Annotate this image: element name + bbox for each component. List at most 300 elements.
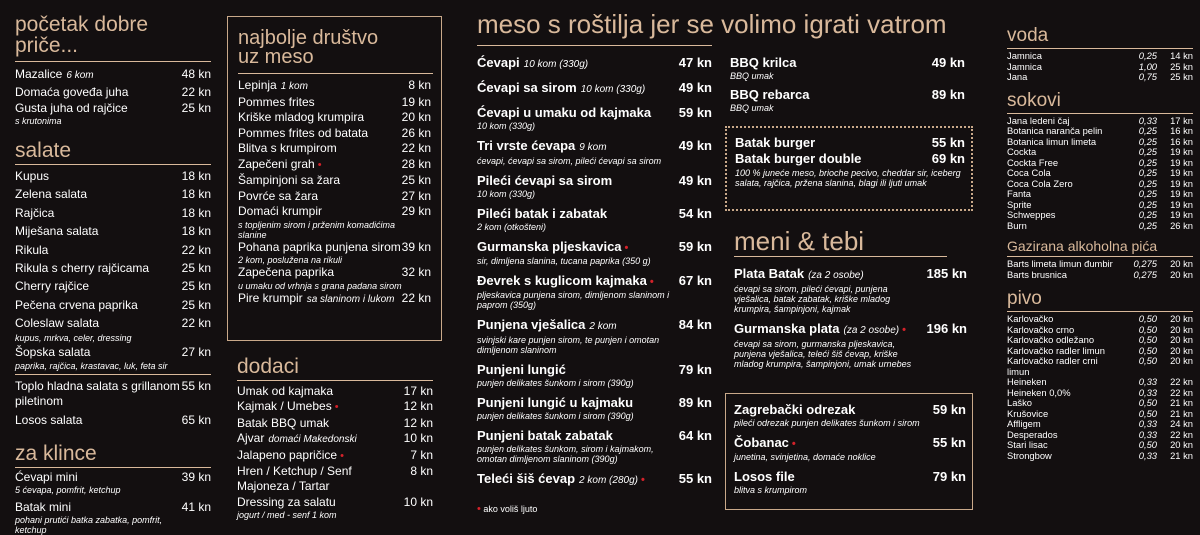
item-name: Pileći batak i zabatak <box>477 206 608 221</box>
drink-price: 19 kn <box>1170 156 1193 168</box>
divider <box>734 256 947 257</box>
item-description: 10 kom (330g) <box>477 121 536 131</box>
drink-name: Strongbow <box>1007 449 1052 461</box>
item-name: Plata Batak <box>734 266 805 281</box>
menu-item-name <box>238 95 402 111</box>
menu-item-name <box>477 317 679 355</box>
item-name: Pohana paprika punjena sirom <box>238 239 401 254</box>
drink-price: 20 kn <box>1170 344 1193 356</box>
menu-item-name <box>734 266 927 314</box>
section-title-gazirana: Gazirana alkoholna pića <box>1007 238 1158 254</box>
burger-description: 100 % juneće meso, brioche pecivo, cheddar sir, iceberg salata, rajčica, pržena slanina, blagi ili ljuti umak <box>735 168 961 188</box>
item-price: 22 kn <box>181 316 211 331</box>
menu-item <box>477 428 712 464</box>
item-price: 8 kn <box>408 78 431 92</box>
item-description: punjen delikates šunkom i sirom (390g) <box>477 378 634 388</box>
item-price: 25 kn <box>181 297 211 312</box>
drink-row <box>1007 259 1193 270</box>
item-price: 22 kn <box>181 242 211 257</box>
drink-name: Cockta Free <box>1007 156 1059 168</box>
drink-volume: 0,50 <box>1138 334 1157 345</box>
drink-volume: 1,00 <box>1138 60 1157 72</box>
item-name: Kriške mladog krumpira <box>238 110 365 124</box>
drink-volume: 0,33 <box>1138 386 1157 398</box>
item-name: Ćevapi mini <box>15 470 78 485</box>
item-price: 49 kn <box>678 138 712 153</box>
menu-item <box>477 138 712 166</box>
item-name: Gusta juha od rajčice <box>15 101 128 115</box>
drink-row <box>1007 62 1193 73</box>
drink-name: Affligem <box>1007 418 1041 429</box>
menu-item-name <box>730 87 932 113</box>
item-description: punjen delikates šunkom i sirom (390g) <box>477 411 634 421</box>
menu-item <box>237 479 433 494</box>
item-name: Ćevapi sa sirom <box>477 80 577 95</box>
menu-item-name <box>238 265 402 291</box>
item-name: Punjeni lungić <box>477 362 566 377</box>
item-name: Gurmanska plata <box>734 321 840 336</box>
item-price: 64 kn <box>678 428 712 443</box>
drink-name: Jamnica <box>1007 50 1042 61</box>
section-title-drustvo: najbolje društvo uz meso <box>238 27 379 68</box>
drink-row <box>1007 126 1193 137</box>
drink-name: Schweppes <box>1007 209 1056 220</box>
item-description: junetina, svinjetina, domaće noklice <box>734 452 876 462</box>
menu-item-name <box>238 110 402 126</box>
item-price: 32 kn <box>401 265 431 279</box>
menu-item-name <box>15 296 182 314</box>
item-description: 5 ćevapa, pomfrit, ketchup <box>15 485 121 496</box>
beer-list <box>1007 314 1193 461</box>
drink-price: 22 kn <box>1170 386 1193 398</box>
drink-price: 20 kn <box>1170 313 1193 324</box>
spicy-dot-icon: • <box>334 401 339 414</box>
menu-item-name <box>237 384 404 399</box>
drink-volume: 0,33 <box>1138 449 1157 461</box>
item-description: jogurt / med - senf 1 kom <box>237 510 337 521</box>
drink-row <box>1007 168 1193 179</box>
platters-list <box>734 266 967 369</box>
menu-item-name <box>477 471 679 489</box>
drink-price: 16 kn <box>1170 135 1193 147</box>
addons-list <box>237 384 433 520</box>
menu-item <box>734 435 966 462</box>
drink-volume: 0,25 <box>1138 177 1157 189</box>
drink-name: Karlovačko crno <box>1007 323 1075 335</box>
menu-item-name <box>237 495 404 520</box>
menu-item <box>15 222 211 240</box>
menu-item <box>238 204 431 240</box>
item-price: 39 kn <box>181 470 211 485</box>
menu-item <box>238 95 431 111</box>
item-name: Domaći krumpir <box>238 204 323 218</box>
menu-item-name <box>237 431 404 447</box>
drink-row <box>1007 451 1193 462</box>
menu-item-name <box>477 395 679 421</box>
sides-list <box>228 78 441 307</box>
menu-item <box>237 448 433 464</box>
item-price: 28 kn <box>401 156 431 171</box>
item-price: 25 kn <box>401 173 431 187</box>
item-description: ćevapi, ćevapi sa sirom, pileći ćevapi sa sirom <box>477 156 662 166</box>
item-name: Teleći šiš ćevap <box>477 471 576 486</box>
menu-item-name <box>477 55 679 73</box>
drink-row <box>1007 377 1193 388</box>
menu-item <box>735 151 965 167</box>
divider <box>1007 48 1193 49</box>
menu-item-name <box>15 100 182 126</box>
kids-list <box>15 470 211 535</box>
menu-item-name <box>15 185 182 203</box>
item-name: Povrće sa žara <box>238 188 319 203</box>
drink-volume: 0,25 <box>1138 188 1157 199</box>
item-price: 18 kn <box>181 187 211 202</box>
menu-item <box>15 204 211 222</box>
item-price: 55 kn <box>181 379 211 394</box>
item-name: Mazalice <box>15 67 63 81</box>
section-title-klinci: za klince <box>15 442 97 466</box>
drink-price: 25 kn <box>1170 71 1193 82</box>
menu-item <box>477 173 712 199</box>
drink-name: Coca Cola <box>1007 167 1051 178</box>
item-note: 2 kom <box>589 321 617 332</box>
menu-item-name <box>15 500 182 535</box>
spicy-dot-icon: • <box>649 276 654 288</box>
item-name: Losos salata <box>15 413 83 428</box>
bbq-list <box>730 55 965 113</box>
item-description: BBQ umak <box>730 103 774 113</box>
menu-item-name <box>238 204 402 240</box>
menu-item <box>477 206 712 232</box>
section-title-pocetak: početak dobre priče... <box>15 13 149 57</box>
item-price: 26 kn <box>401 125 431 140</box>
item-price: 25 kn <box>181 101 211 115</box>
item-price: 22 kn <box>401 290 431 305</box>
spicy-dot-icon: • <box>640 474 645 486</box>
item-price: 89 kn <box>678 395 712 410</box>
drink-row <box>1007 356 1193 377</box>
spicy-dot-icon: • <box>477 503 481 515</box>
spicy-dot-icon: • <box>791 438 796 450</box>
item-name: Kajmak / Umebes <box>237 399 332 414</box>
item-name: Punjeni batak zabatak <box>477 428 613 443</box>
menu-item <box>15 413 211 428</box>
item-name: Rikula <box>15 242 49 257</box>
menu-item-name <box>477 138 679 166</box>
divider <box>15 374 211 375</box>
salads-extra-list <box>15 379 211 428</box>
menu-item <box>734 266 967 314</box>
section-title-meni: meni & tebi <box>734 226 865 256</box>
menu-item-name <box>477 428 679 464</box>
item-description: punjen delikates šunkom, sirom i kajmakom, omotan dimljenom slaninom (390g) <box>477 444 654 464</box>
drink-volume: 0,25 <box>1138 209 1157 220</box>
item-price: 17 kn <box>403 384 433 398</box>
menu-item <box>15 500 211 535</box>
menu-item-name <box>15 314 182 342</box>
drink-name: Barts brusnica <box>1007 268 1067 280</box>
drink-volume: 0,25 <box>1138 50 1157 61</box>
menu-item <box>477 362 712 388</box>
menu-item-name <box>15 66 182 84</box>
menu-item <box>238 110 431 126</box>
drink-price: 16 kn <box>1170 125 1193 136</box>
item-price: 185 kn <box>926 266 967 281</box>
starters-list <box>15 66 211 126</box>
item-price: 196 kn <box>926 321 967 336</box>
drink-volume: 0,275 <box>1133 268 1157 280</box>
column-starters <box>15 0 211 535</box>
divider <box>15 467 211 468</box>
divider <box>15 61 211 62</box>
item-name: Pire krumpir <box>238 290 303 305</box>
menu-item <box>477 471 712 489</box>
menu-item <box>734 321 967 369</box>
item-description: svinjski kare punjen sirom, te punjen i omotan dimljenom slaninom <box>477 335 660 355</box>
odrezak-box <box>725 393 973 510</box>
item-price: 20 kn <box>401 110 431 124</box>
drink-volume: 0,75 <box>1138 71 1157 82</box>
item-description: s topljenim sirom i prženim komadićima slanine <box>238 219 396 240</box>
menu-item <box>477 239 712 266</box>
drink-volume: 0,50 <box>1138 313 1157 324</box>
drink-name: Fanta <box>1007 188 1031 199</box>
item-price: 84 kn <box>678 317 712 332</box>
item-description: u umaku od vrhnja s grana padana sirom <box>238 280 402 291</box>
drink-price: 22 kn <box>1170 376 1193 387</box>
item-name: Punjeni lungić u kajmaku <box>477 395 634 410</box>
section-title-sokovi: sokovi <box>1007 89 1061 111</box>
drink-price: 17 kn <box>1170 114 1193 126</box>
drink-row <box>1007 179 1193 190</box>
menu-item <box>238 126 431 142</box>
menu-item <box>477 395 712 421</box>
drink-volume: 0,33 <box>1138 418 1157 429</box>
drink-name: Jana ledeni čaj <box>1007 114 1070 126</box>
drink-price: 21 kn <box>1170 397 1193 408</box>
drink-name: Karlovačko <box>1007 313 1054 324</box>
divider <box>237 380 433 381</box>
drink-price: 20 kn <box>1170 258 1193 269</box>
drink-name: Karlovačko radler limun <box>1007 344 1105 356</box>
drink-name: Barts limeta limun đumbir <box>1007 258 1113 269</box>
item-description: 10 kom (330g) <box>477 189 536 199</box>
item-price: 22 kn <box>401 141 431 155</box>
column-addons <box>237 356 433 520</box>
item-price: 41 kn <box>181 500 211 515</box>
item-name: Blitva s krumpirom <box>238 141 337 155</box>
menu-item <box>238 240 431 266</box>
item-note: domaći Makedonski <box>268 434 357 446</box>
section-title-pivo: pivo <box>1007 288 1042 309</box>
drink-volume: 0,33 <box>1138 428 1157 440</box>
menu-item <box>730 55 965 81</box>
menu-item <box>734 402 966 428</box>
menu-item <box>237 384 433 399</box>
menu-item <box>237 431 433 447</box>
menu-item-name <box>477 362 679 388</box>
item-note: 10 kom (330g) <box>523 59 589 70</box>
drink-name: Sprite <box>1007 198 1032 210</box>
drink-name: Botanica limun limeta <box>1007 135 1097 147</box>
item-description: 2 kom (otkošteni) <box>477 222 547 232</box>
menu-item-name <box>477 206 679 232</box>
item-description: kupus, mrkva, celer, dressing <box>15 332 132 343</box>
section-title-salate: salate <box>15 139 72 162</box>
item-price: 55 kn <box>931 135 965 150</box>
menu-item <box>238 189 431 205</box>
item-name: Coleslaw salata <box>15 316 100 331</box>
item-note: sa slaninom i lukom <box>306 293 395 305</box>
menu-item-name <box>15 277 182 295</box>
menu-item-name <box>477 239 679 266</box>
item-description: BBQ umak <box>730 71 774 81</box>
water-list <box>1007 51 1193 83</box>
menu-item-name <box>238 141 402 157</box>
item-description: ćevapi sa sirom, gurmanska pljeskavica, punjena vješalica, teleći šiš ćevap, kriške mladog krumpira, šampinjoni, umak urnebes <box>734 339 912 369</box>
column-drinks <box>1007 26 1193 461</box>
drink-name: Jana <box>1007 71 1028 82</box>
item-name: Zapečeni grah <box>238 156 315 171</box>
item-price: 67 kn <box>678 273 712 288</box>
menu-item <box>237 416 433 431</box>
drink-price: 21 kn <box>1170 407 1193 419</box>
menu-item <box>237 399 433 415</box>
item-note: (za 2 osobe) <box>808 270 864 281</box>
item-description: sir, dimljena slanina, tucana paprika (350 g) <box>477 256 651 266</box>
menu-item-name <box>735 135 932 151</box>
item-name: Hren / Ketchup / Senf <box>237 464 352 479</box>
item-name: Tri vrste ćevapa <box>477 138 576 153</box>
menu-item-name <box>730 55 932 81</box>
menu-item-name <box>477 173 679 199</box>
item-price: 8 kn <box>410 464 433 479</box>
item-note: 9 kom <box>579 142 607 153</box>
item-name: Batak mini <box>15 500 72 515</box>
item-price: 18 kn <box>181 224 211 239</box>
item-name: Ćevapi <box>477 55 520 70</box>
menu-item-name <box>477 80 679 98</box>
menu-item <box>15 379 211 409</box>
item-price: 47 kn <box>678 55 712 70</box>
drink-row <box>1007 314 1193 325</box>
divider <box>15 164 211 165</box>
drink-volume: 0,25 <box>1138 135 1157 147</box>
menu-item-name <box>237 448 410 464</box>
item-name: Rajčica <box>15 205 55 220</box>
drink-name: Karlovačko radler crni limun <box>1007 355 1098 377</box>
item-description: s krutonima <box>15 116 62 126</box>
item-price: 59 kn <box>678 105 712 120</box>
menu-item <box>15 470 211 495</box>
drink-name: Jamnica <box>1007 60 1042 72</box>
burger-box <box>725 126 973 211</box>
item-name: Šampinjoni sa žara <box>238 173 341 187</box>
item-note: 6 kom <box>66 70 94 81</box>
menu-item <box>477 317 712 355</box>
drink-volume: 0,33 <box>1138 114 1157 126</box>
item-price: 48 kn <box>181 67 211 81</box>
drink-volume: 0,25 <box>1138 167 1157 178</box>
menu-item-name <box>238 173 402 189</box>
drink-price: 24 kn <box>1170 418 1193 429</box>
drink-row <box>1007 270 1193 281</box>
item-price: 25 kn <box>181 261 211 276</box>
drink-name: Krušovice <box>1007 407 1049 419</box>
menu-item <box>730 87 965 113</box>
menu-item-name <box>238 291 402 308</box>
drink-row <box>1007 335 1193 346</box>
menu-item <box>15 296 211 314</box>
item-name: Miješana salata <box>15 224 99 239</box>
menu-item <box>15 100 211 126</box>
menu-item-name <box>15 413 182 428</box>
item-price: 59 kn <box>678 239 712 254</box>
item-price: 29 kn <box>401 204 431 218</box>
drink-name: Heineken 0,0% <box>1007 386 1071 398</box>
menu-item <box>238 141 431 157</box>
drink-volume: 0,25 <box>1138 146 1157 157</box>
drink-row <box>1007 388 1193 399</box>
menu-item-name <box>237 416 404 431</box>
item-price: 55 kn <box>678 471 712 486</box>
drink-price: 20 kn <box>1170 268 1193 280</box>
salads-list <box>15 167 211 371</box>
menu-item-name <box>15 470 182 495</box>
odrezak-list <box>734 402 966 495</box>
item-price: 49 kn <box>678 173 712 188</box>
drink-name: Botanica naranča pelin <box>1007 125 1103 136</box>
juices-list <box>1007 116 1193 232</box>
menu-item <box>15 167 211 185</box>
item-description: pohani prutići batka zabatka, pomfrit, ketchup <box>15 515 163 535</box>
divider <box>1007 113 1193 114</box>
drink-price: 25 kn <box>1170 60 1193 72</box>
menu-item <box>15 277 211 295</box>
drink-volume: 0,50 <box>1138 439 1157 450</box>
menu-item-name <box>238 126 402 142</box>
item-name: BBQ rebarca <box>730 87 810 102</box>
menu-item-name <box>237 399 404 415</box>
item-price: 27 kn <box>401 188 431 203</box>
drink-name: Stari lisac <box>1007 439 1048 450</box>
menu-item <box>238 157 431 174</box>
item-note: 1 kom <box>280 81 308 92</box>
item-name: Ćevapi u umaku od kajmaka <box>477 105 652 120</box>
spicy-dot-icon: • <box>624 242 629 254</box>
item-name: Domaća goveđa juha <box>15 85 129 99</box>
item-name: Zagrebački odrezak <box>734 402 856 417</box>
drink-price: 19 kn <box>1170 167 1193 178</box>
item-price: 89 kn <box>931 87 965 102</box>
alcopop-list <box>1007 259 1193 280</box>
menu-item <box>237 464 433 479</box>
item-price: 19 kn <box>401 94 431 109</box>
drink-price: 19 kn <box>1170 188 1193 199</box>
menu-item-name <box>734 435 933 462</box>
item-price: 12 kn <box>403 399 433 414</box>
item-description: 2 kom, poslužena na rikuli <box>238 255 343 265</box>
drink-row <box>1007 51 1193 62</box>
item-price: 54 kn <box>678 206 712 221</box>
item-description: blitva s krumpirom <box>734 485 808 495</box>
bbq-block <box>730 55 965 113</box>
drink-name: Desperados <box>1007 428 1058 440</box>
item-name: Jalapeno papričice <box>237 447 338 462</box>
item-name: Cherry rajčice <box>15 279 90 294</box>
drink-volume: 0,50 <box>1138 355 1157 366</box>
menu-item-name <box>735 151 932 167</box>
